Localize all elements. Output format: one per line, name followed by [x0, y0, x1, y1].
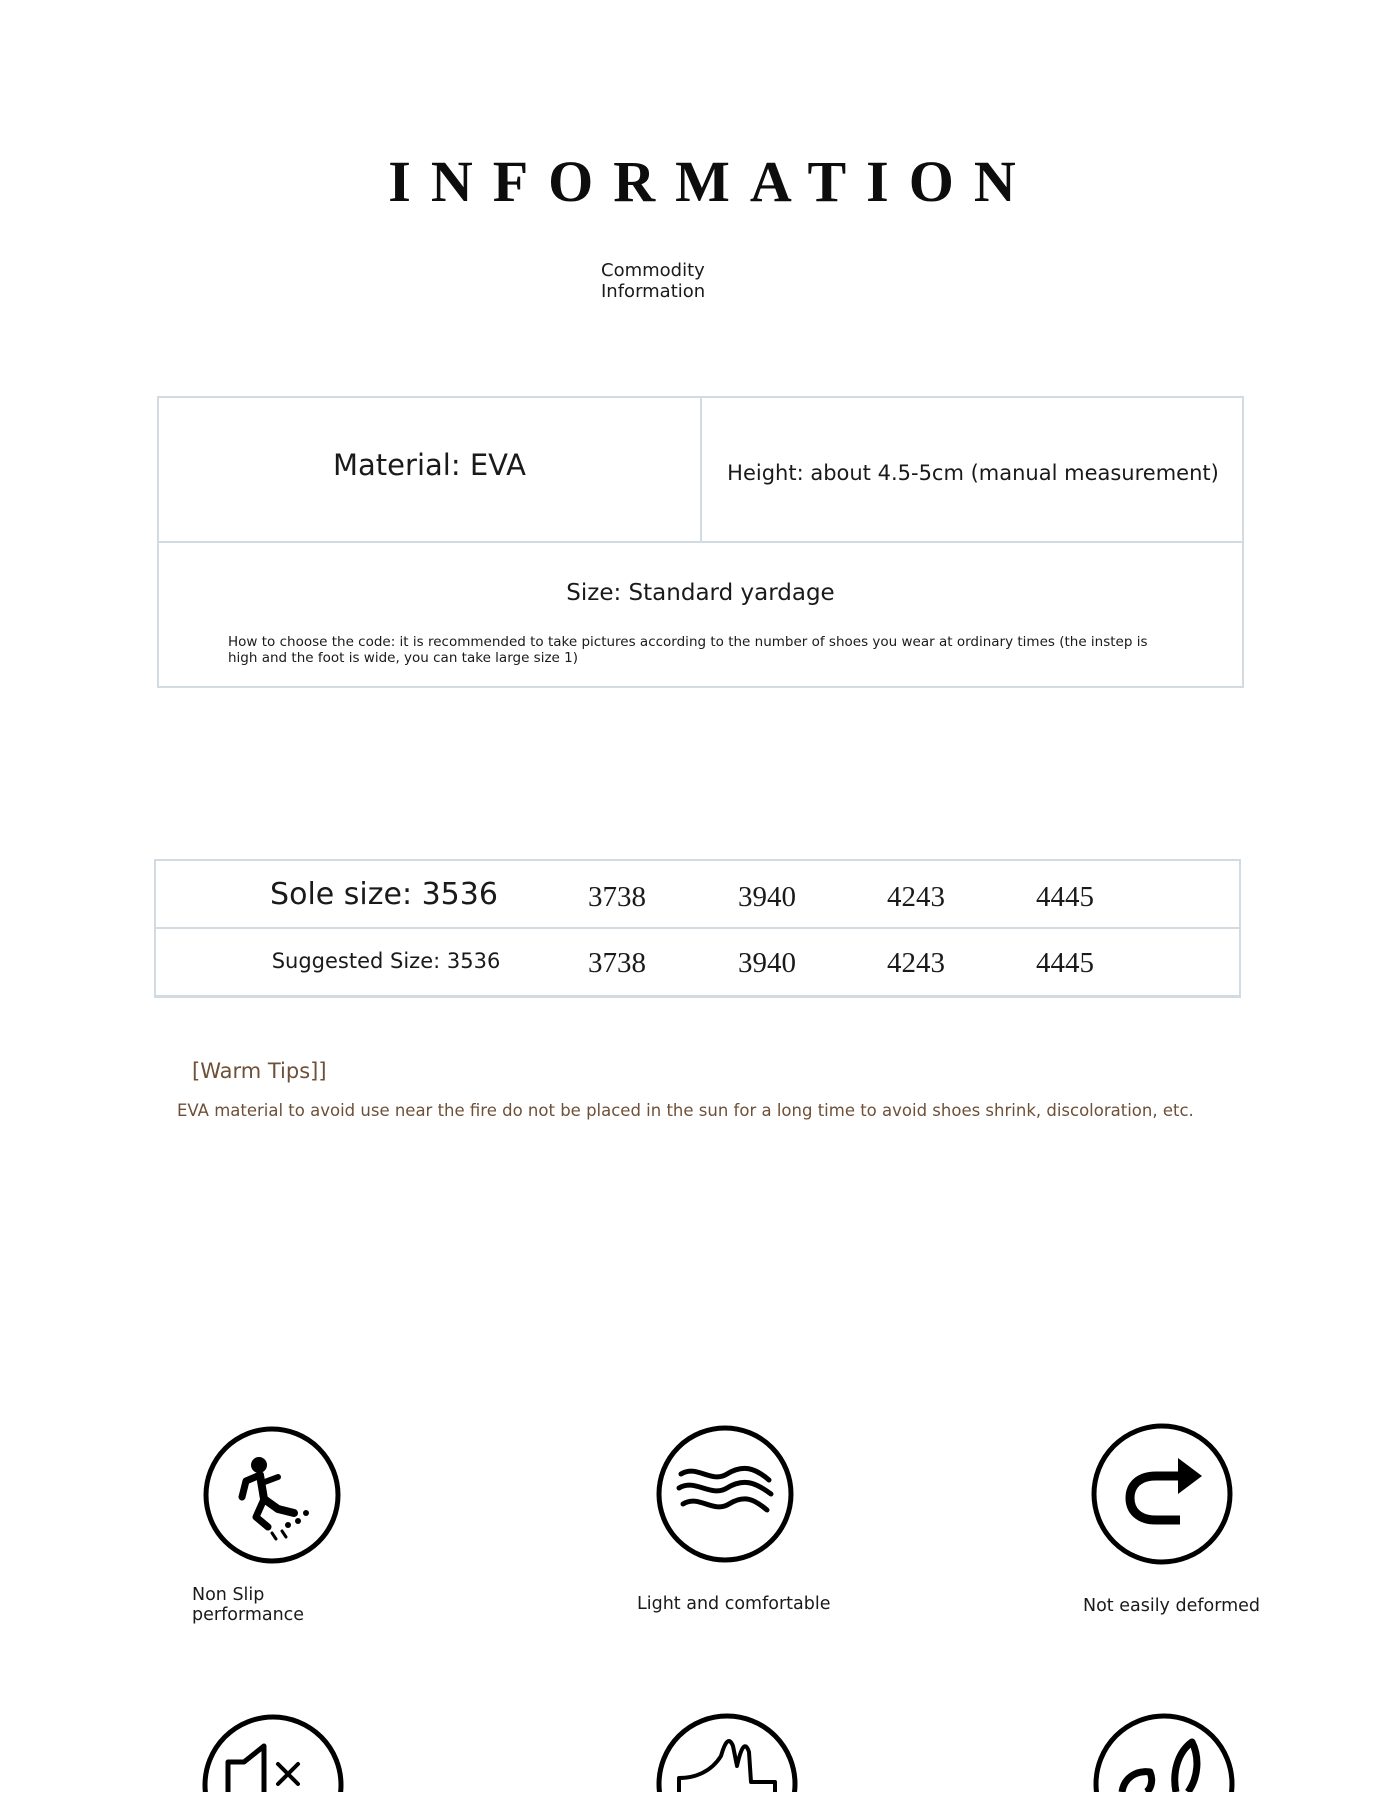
suggested-size-value: 3738 — [588, 947, 646, 979]
commodity-info-table — [157, 396, 1244, 688]
page-title: INFORMATION — [388, 149, 1036, 214]
material-cell: Material: EVA — [333, 448, 526, 482]
info-row-material-height — [159, 398, 1242, 543]
suggested-size-row — [156, 929, 1239, 995]
mute-speaker-icon — [200, 1712, 346, 1796]
non-slip-label — [192, 1585, 304, 1625]
feature-label-line: performance — [192, 1605, 305, 1625]
size-note: How to choose the code: it is recommended to take pictures according to the number of shoes you wear at ordinary times (the instep is high and the foot is wide, you can take large size 1) — [228, 634, 1148, 666]
leaf-icon — [1092, 1712, 1236, 1796]
size-chart-table — [154, 859, 1241, 998]
suggested-size-value: 4445 — [1036, 947, 1094, 979]
shoe-icon — [655, 1712, 799, 1796]
redo-arrow-icon — [1090, 1422, 1234, 1570]
sole-size-value: 4243 — [887, 881, 945, 913]
size-cell: Size: Standard yardage — [566, 580, 835, 606]
height-cell: Height: about 4.5-5cm (manual measurement) — [727, 461, 1219, 485]
not-deformed-label: Not easily deformed — [1083, 1596, 1261, 1616]
sole-size-value: 3738 — [588, 881, 646, 913]
light-comfortable-label: Light and comfortable — [637, 1594, 831, 1614]
suggested-size-value: 3940 — [738, 947, 796, 979]
warm-tips-title: [Warm Tips]] — [192, 1059, 327, 1083]
waves-icon — [655, 1424, 795, 1568]
page-subtitle — [601, 260, 705, 302]
subtitle-line-1: Commodity — [601, 260, 705, 281]
suggested-size-label: Suggested Size: 3536 — [271, 949, 501, 973]
subtitle-line-2: Information — [601, 281, 706, 302]
sole-size-label: Sole size: 3536 — [270, 877, 498, 912]
feature-label-line: Non Slip — [192, 1585, 265, 1605]
sole-size-value: 3940 — [738, 881, 796, 913]
warm-tips-text: EVA material to avoid use near the fire do not be placed in the sun for a long time to avoid shoes shrink, discoloration, etc. — [177, 1101, 1194, 1120]
suggested-size-value: 4243 — [887, 947, 945, 979]
non-slip-icon — [202, 1425, 342, 1569]
sole-size-value: 4445 — [1036, 881, 1094, 913]
sole-size-row — [156, 861, 1239, 929]
